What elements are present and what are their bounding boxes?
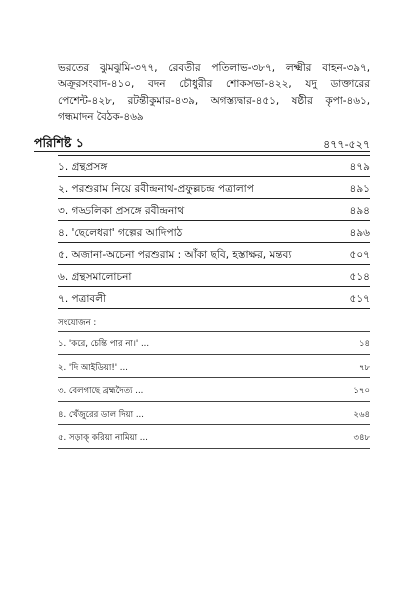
list-item-page: ৫০৭ — [349, 249, 370, 261]
list-item — [58, 265, 370, 287]
list-item-label: ৪. খেঁজুরের ডাল দিয়া ... — [58, 409, 144, 420]
list-item-page: ১৭০ — [353, 386, 370, 396]
list-item-page: ১৪ — [358, 339, 370, 349]
list-item-page: ২৬৪ — [353, 409, 370, 420]
list-item-label: ৩. গড্ডলিকা প্রসঙ্গে রবীন্দ্রনাথ — [58, 205, 185, 217]
appendix-title: পরিশিষ্ট ১ — [34, 135, 84, 150]
supplement-title: সংযোজন : — [58, 318, 97, 328]
list-item — [58, 355, 370, 379]
appendix-page-range: ৪৭৭-৫২৭ — [323, 138, 370, 151]
list-item-page: ৪৯৪ — [349, 205, 370, 217]
list-item-label: ৫. সড়াক্ করিয়া নামিয়া ... — [58, 433, 148, 443]
story-list-paragraph: ভরতের ঝুমঝুমি-৩৭৭, রেবতীর পতিলাভ-৩৮৭, লক্ষ্মীর বাহন-৩৯৭, অক্রূরসংবাদ-৪১০, বদন চৌধুরীর শোকসভা-৪২২, যদু ডাক্তারের পেশেন্ট-৪২৮, রটন্তীকুমার-৪৩৯, অগস্ত্যদ্বার-৪৫১, ষষ্ঠীর কৃপা-৪৬১, গন্ধমাদন বৈঠক-৪৬৯ — [58, 62, 370, 123]
list-item — [58, 221, 370, 243]
list-item — [58, 378, 370, 402]
list-item — [58, 199, 370, 221]
list-item — [58, 287, 370, 309]
list-item-label: ৬. গ্রন্থসমালোচনা — [58, 271, 132, 283]
list-item — [58, 177, 370, 199]
list-item-label: ৩. বেলগাছে ব্রহ্মদৈত্য ... — [58, 386, 144, 396]
list-item-page: ৫১৪ — [349, 271, 370, 283]
list-item — [58, 402, 370, 426]
list-item-page: ৪৯৬ — [349, 227, 370, 239]
appendix-divider — [34, 151, 370, 152]
list-item-page: ৪৭৯ — [349, 161, 370, 173]
list-item — [58, 243, 370, 265]
list-item-page: ৪৯১ — [349, 183, 370, 195]
list-item-label: ৫. অজানা-অচেনা পরশুরাম : আঁকা ছবি, হস্তাক্ষর, মন্তব্য — [58, 249, 292, 261]
list-item — [58, 425, 370, 449]
list-item-page: ৩৪৮ — [353, 433, 370, 443]
list-item-label: ১. গ্রন্থপ্রসঙ্গ — [58, 161, 108, 173]
supplement-list — [58, 331, 370, 449]
list-item-page: ৫১৭ — [349, 293, 370, 305]
list-item-label: ৪. 'ছেলেধরা' গল্পের আদিপাঠ — [58, 227, 183, 239]
list-item-label: ২. 'দি আইডিয়া!' ... — [58, 362, 128, 373]
list-item — [58, 331, 370, 355]
appendix-list — [58, 155, 370, 309]
list-item-page: ৭৮ — [358, 362, 370, 373]
list-item-label: ২. পরশুরাম নিয়ে রবীন্দ্রনাথ-প্রফুল্লচন্দ্র পত্রালাপ — [58, 183, 254, 195]
list-item-label: ১. 'করে, চেন্তি পার না।' ... — [58, 339, 150, 349]
list-item-label: ৭. পত্রাবলী — [58, 293, 107, 305]
list-item — [58, 155, 370, 177]
